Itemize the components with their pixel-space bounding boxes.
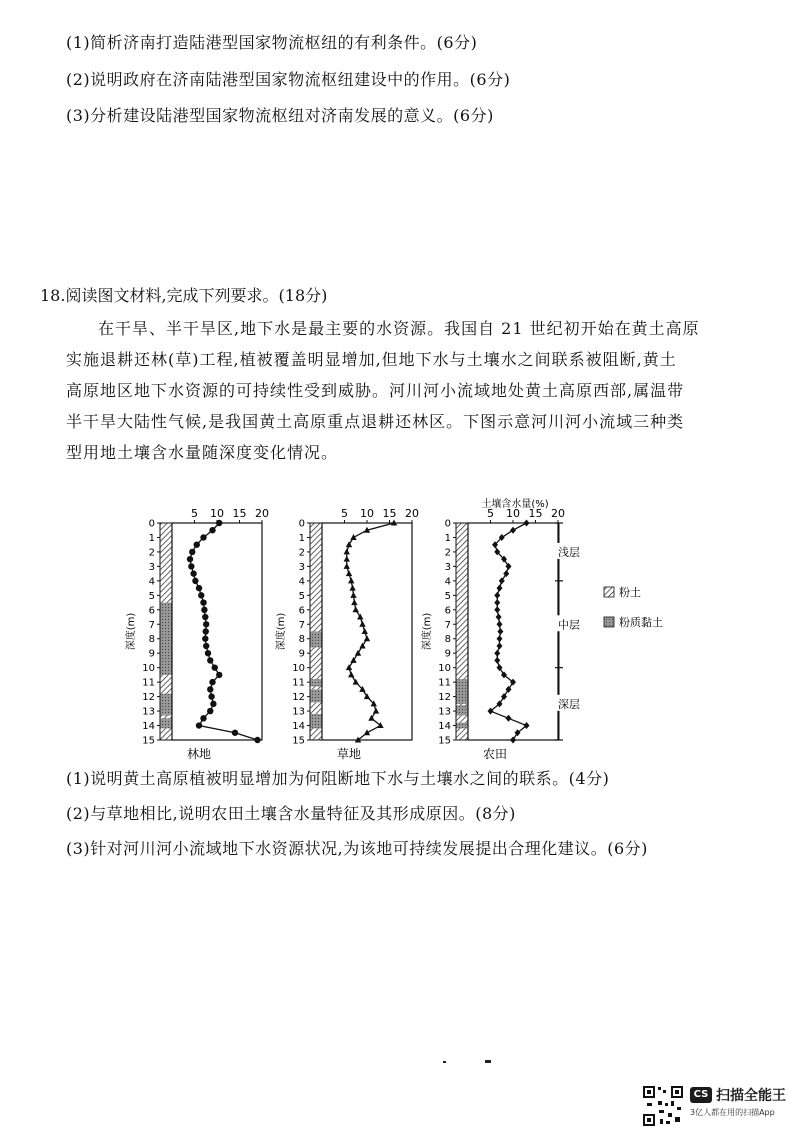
data-point bbox=[362, 628, 368, 634]
data-point bbox=[497, 621, 503, 628]
x-tick-label: 20 bbox=[405, 507, 419, 520]
y-tick-label: 7 bbox=[148, 619, 155, 631]
data-point bbox=[524, 520, 530, 527]
data-point bbox=[364, 635, 370, 641]
data-point bbox=[350, 592, 356, 598]
y-axis-label: 深度(m) bbox=[422, 612, 433, 651]
y-tick-label: 1 bbox=[148, 532, 155, 544]
x-tick-label: 15 bbox=[232, 507, 247, 520]
plot-frame bbox=[468, 523, 558, 740]
question-17-2: (2)说明政府在济南陆港型国家物流枢纽建设中的作用。(6分) bbox=[66, 70, 511, 89]
x-tick-label: 10 bbox=[506, 507, 520, 520]
cs-logo-icon: CS bbox=[690, 1087, 712, 1103]
panel-1 bbox=[124, 507, 269, 761]
data-point bbox=[344, 556, 350, 562]
question-18-2: (2)与草地相比,说明农田土壤含水量特征及其形成原因。(8分) bbox=[66, 804, 516, 823]
question-17-1: (1)简析济南打造陆港型国家物流枢纽的有利条件。(6分) bbox=[66, 33, 478, 52]
y-tick-label: 0 bbox=[298, 518, 305, 530]
panel-label: 农田 bbox=[482, 747, 508, 761]
y-tick-label: 9 bbox=[148, 648, 155, 660]
qr-code-icon bbox=[642, 1085, 684, 1127]
data-point bbox=[497, 628, 503, 635]
data-point bbox=[510, 527, 516, 534]
y-tick-label: 15 bbox=[142, 735, 155, 747]
data-point bbox=[209, 527, 215, 533]
y-tick-label: 1 bbox=[298, 532, 305, 544]
x-tick-label: 10 bbox=[360, 507, 374, 520]
data-point bbox=[212, 664, 218, 670]
y-tick-label: 5 bbox=[148, 590, 155, 602]
data-point bbox=[200, 599, 206, 605]
y-tick-label: 8 bbox=[298, 634, 305, 646]
y-tick-label: 13 bbox=[438, 706, 451, 718]
x-tick-label: 20 bbox=[551, 507, 565, 520]
layer-label: 中层 bbox=[558, 618, 580, 632]
y-tick-label: 13 bbox=[142, 706, 155, 718]
data-point bbox=[353, 606, 359, 612]
data-point bbox=[201, 607, 207, 613]
y-tick-label: 9 bbox=[298, 648, 305, 660]
data-point bbox=[202, 636, 208, 642]
data-point bbox=[497, 585, 503, 592]
data-point bbox=[494, 592, 500, 599]
y-tick-label: 9 bbox=[444, 648, 451, 660]
strat-band-silty-clay bbox=[160, 718, 172, 728]
y-tick-label: 0 bbox=[444, 518, 451, 530]
y-tick-label: 2 bbox=[148, 547, 155, 559]
material-line-5: 型用地土壤含水量随深度变化情况。 bbox=[66, 443, 339, 462]
plot-frame bbox=[322, 523, 412, 740]
layer-scale bbox=[555, 523, 586, 740]
y-tick-label: 3 bbox=[148, 561, 155, 573]
data-point bbox=[207, 686, 213, 692]
x-tick-label: 5 bbox=[487, 507, 494, 520]
y-axis-label: 深度(m) bbox=[126, 612, 137, 651]
y-tick-label: 15 bbox=[438, 735, 451, 747]
y-tick-label: 7 bbox=[298, 619, 305, 631]
data-point bbox=[200, 715, 206, 721]
strat-band-silty-clay bbox=[456, 679, 468, 704]
material-line-1: 在干旱、半干旱区,地下水是最主要的水资源。我国自 21 世纪初开始在黄土高原 bbox=[98, 319, 700, 338]
y-axis-label: 深度(m) bbox=[276, 612, 287, 651]
y-tick-label: 12 bbox=[142, 692, 155, 704]
data-point bbox=[216, 520, 222, 526]
data-point bbox=[348, 671, 354, 677]
y-tick-label: 14 bbox=[142, 721, 155, 733]
data-point bbox=[196, 585, 202, 591]
x-tick-label: 5 bbox=[191, 507, 198, 520]
y-tick-label: 0 bbox=[148, 518, 155, 530]
scan-marks bbox=[440, 1058, 500, 1066]
strat-band-silty-clay bbox=[456, 705, 468, 715]
data-point bbox=[254, 737, 260, 743]
y-tick-label: 12 bbox=[292, 692, 305, 704]
y-tick-label: 6 bbox=[148, 605, 155, 617]
data-point bbox=[189, 549, 195, 555]
data-point bbox=[190, 570, 196, 576]
y-tick-label: 4 bbox=[148, 576, 155, 588]
data-point bbox=[349, 585, 355, 591]
data-point bbox=[346, 570, 352, 576]
data-point bbox=[373, 708, 379, 714]
y-tick-label: 11 bbox=[292, 677, 305, 689]
data-point bbox=[494, 599, 500, 606]
x-tick-label: 15 bbox=[528, 507, 543, 520]
strat-band-silty-clay bbox=[310, 679, 322, 686]
data-point bbox=[198, 592, 204, 598]
question-17-3: (3)分析建设陆港型国家物流枢纽对济南发展的意义。(6分) bbox=[66, 106, 494, 125]
layer-label: 深层 bbox=[558, 697, 580, 711]
chart-title: 土壤含水量(%) bbox=[481, 499, 549, 510]
legend-label: 粉质黏土 bbox=[619, 616, 663, 629]
data-point bbox=[202, 614, 208, 620]
data-point bbox=[210, 701, 216, 707]
legend bbox=[604, 585, 663, 629]
x-tick-label: 20 bbox=[255, 507, 269, 520]
y-tick-label: 11 bbox=[142, 677, 155, 689]
y-tick-label: 10 bbox=[438, 663, 451, 675]
data-point bbox=[344, 563, 350, 569]
material-line-3: 高原地区地下水资源的可持续性受到威胁。河川河小流域地处黄土高原西部,属温带 bbox=[66, 381, 685, 400]
y-tick-label: 13 bbox=[292, 706, 305, 718]
y-tick-label: 6 bbox=[444, 605, 451, 617]
data-point bbox=[207, 708, 213, 714]
layer-label: 浅层 bbox=[558, 545, 580, 559]
question-18-title: 18.阅读图文材料,完成下列要求。(18分) bbox=[40, 286, 328, 305]
data-point bbox=[203, 643, 209, 649]
y-tick-label: 4 bbox=[298, 576, 305, 588]
y-tick-label: 11 bbox=[438, 677, 451, 689]
x-tick-label: 10 bbox=[210, 507, 224, 520]
y-tick-label: 14 bbox=[438, 721, 451, 733]
data-point bbox=[494, 650, 500, 657]
legend-swatch bbox=[604, 617, 614, 627]
strat-band-silty-clay bbox=[310, 632, 322, 648]
legend-swatch bbox=[604, 587, 614, 597]
data-point bbox=[497, 635, 503, 642]
panel-2 bbox=[274, 507, 419, 761]
series-line-3 bbox=[491, 523, 527, 740]
strat-band-silty-clay bbox=[310, 689, 322, 702]
x-tick-label: 5 bbox=[341, 507, 348, 520]
y-tick-label: 5 bbox=[444, 590, 451, 602]
data-point bbox=[494, 606, 500, 613]
data-point bbox=[203, 628, 209, 634]
panel-label: 林地 bbox=[186, 747, 212, 761]
question-18-1: (1)说明黄土高原植被明显增加为何阻断地下水与土壤水之间的联系。(4分) bbox=[66, 769, 610, 788]
y-tick-label: 3 bbox=[298, 561, 305, 573]
y-tick-label: 8 bbox=[444, 634, 451, 646]
data-point bbox=[187, 556, 193, 562]
data-point bbox=[216, 672, 222, 678]
scanner-app-name: 扫描全能王 bbox=[716, 1088, 786, 1104]
y-tick-label: 6 bbox=[298, 605, 305, 617]
y-tick-label: 10 bbox=[142, 663, 155, 675]
y-tick-label: 5 bbox=[298, 590, 305, 602]
data-point bbox=[359, 621, 365, 627]
y-tick-label: 7 bbox=[444, 619, 451, 631]
data-point bbox=[496, 614, 502, 621]
series-line-2 bbox=[347, 523, 394, 740]
data-point bbox=[203, 621, 209, 627]
strat-band-silty-clay bbox=[310, 714, 322, 728]
y-tick-label: 2 bbox=[298, 547, 305, 559]
panel-label: 草地 bbox=[336, 747, 362, 761]
question-18-3: (3)针对河川河小流域地下水资源状况,为该地可持续发展提出合理化建议。(6分) bbox=[66, 839, 648, 858]
scanner-watermark bbox=[640, 1085, 800, 1130]
y-tick-label: 12 bbox=[438, 692, 451, 704]
data-point bbox=[351, 599, 357, 605]
series-line-1 bbox=[190, 523, 258, 740]
data-point bbox=[194, 542, 200, 548]
scanner-app-slogan: 3亿人都在用的扫描App bbox=[690, 1108, 775, 1117]
y-tick-label: 15 bbox=[292, 735, 305, 747]
x-tick-label: 15 bbox=[382, 507, 397, 520]
legend-label: 粉土 bbox=[619, 586, 641, 599]
data-point bbox=[192, 578, 198, 584]
question-18-material bbox=[66, 313, 766, 468]
y-tick-label: 3 bbox=[444, 561, 451, 573]
y-tick-label: 14 bbox=[292, 721, 305, 733]
material-line-4: 半干旱大陆性气候,是我国黄土高原重点退耕还林区。下图示意河川河小流域三种类 bbox=[66, 412, 685, 431]
data-point bbox=[232, 730, 238, 736]
data-point bbox=[196, 722, 202, 728]
material-line-2: 实施退耕还林(草)工程,植被覆盖明显增加,但地下水与土壤水之间联系被阻断,黄土 bbox=[66, 350, 677, 369]
data-point bbox=[205, 650, 211, 656]
data-point bbox=[200, 534, 206, 540]
data-point bbox=[344, 548, 350, 554]
data-point bbox=[208, 693, 214, 699]
y-tick-label: 2 bbox=[444, 547, 451, 559]
y-tick-label: 8 bbox=[148, 634, 155, 646]
data-point bbox=[188, 563, 194, 569]
y-tick-label: 1 bbox=[444, 532, 451, 544]
y-tick-label: 10 bbox=[292, 663, 305, 675]
soil-moisture-figure bbox=[110, 495, 710, 775]
data-point bbox=[497, 642, 503, 649]
data-point bbox=[494, 657, 500, 664]
data-point bbox=[209, 679, 215, 685]
strat-band-silty-clay bbox=[160, 603, 172, 675]
strat-band-silty-clay bbox=[160, 694, 172, 716]
data-point bbox=[207, 657, 213, 663]
strat-band-silty-clay bbox=[456, 723, 468, 729]
data-point bbox=[348, 577, 354, 583]
panel-3 bbox=[420, 507, 565, 761]
y-tick-label: 4 bbox=[444, 576, 451, 588]
plot-frame bbox=[172, 523, 262, 740]
data-point bbox=[506, 715, 512, 722]
